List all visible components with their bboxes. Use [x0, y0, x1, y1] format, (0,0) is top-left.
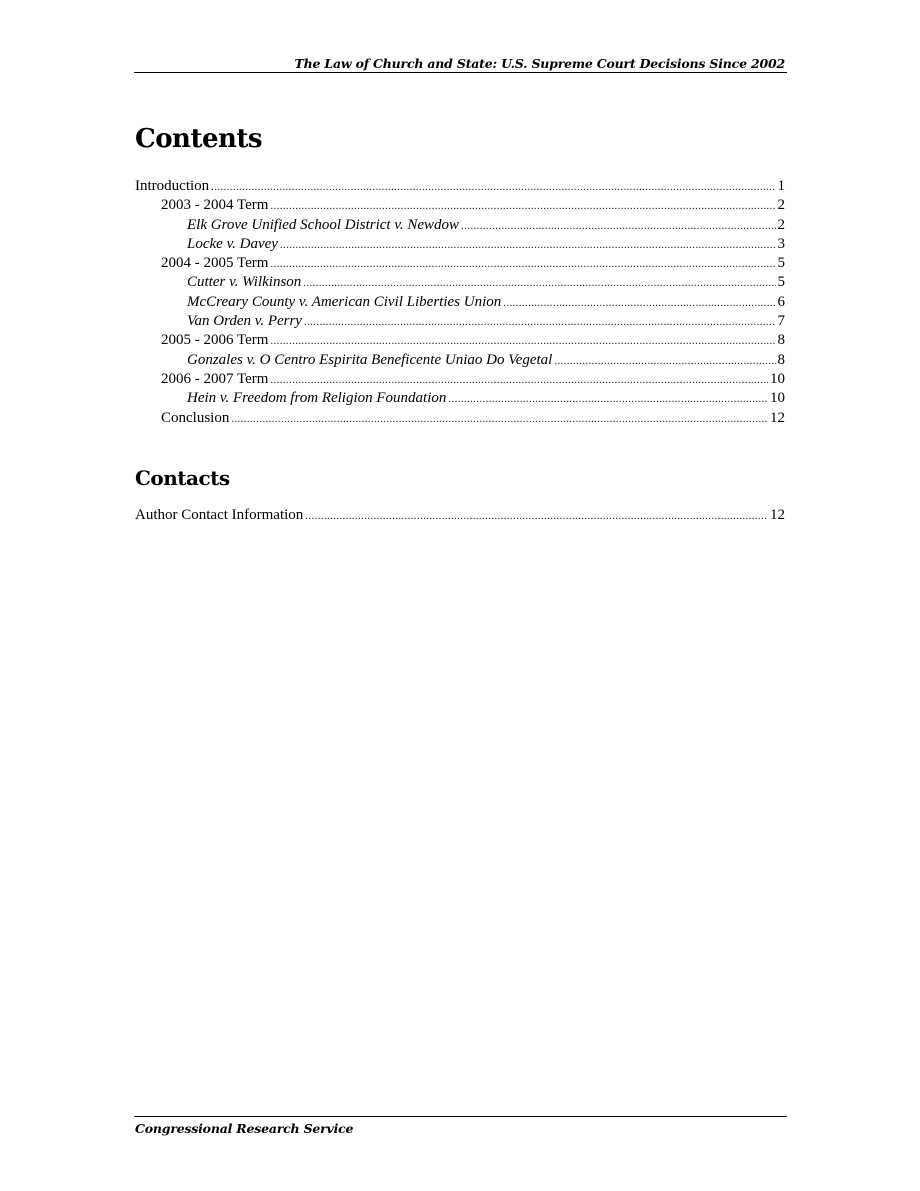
dot-leader: [305, 507, 768, 526]
toc-entry-2006-2007-term[interactable]: [135, 370, 785, 389]
toc-entry-cutter[interactable]: [135, 273, 785, 292]
toc-entry-locke[interactable]: [135, 235, 785, 254]
toc-page-number: 3: [777, 235, 785, 252]
toc-page-number: 2: [777, 197, 785, 214]
dot-leader: [270, 371, 768, 390]
toc-entry-label: Locke v. Davey: [187, 235, 278, 252]
dot-leader: [270, 255, 775, 274]
toc-entry-gonzales[interactable]: [135, 351, 785, 370]
page-header: [134, 56, 787, 73]
toc-entry-label: Elk Grove Unified School District v. Newdow: [187, 216, 460, 233]
dot-leader: [270, 332, 775, 351]
toc-entry-label: Author Contact Information: [135, 507, 304, 523]
dot-leader: [304, 313, 776, 332]
toc-page-number: 5: [777, 274, 785, 291]
dot-leader: [280, 236, 776, 255]
toc-entry-label: Gonzales v. O Centro Espirita Beneficente Uniao Do Vegetal: [187, 351, 553, 368]
toc-entry-2003-2004-term[interactable]: [135, 196, 785, 215]
toc-page-number: 2: [777, 216, 785, 233]
toc-entry-mccreary[interactable]: [135, 293, 785, 312]
toc-entry-introduction[interactable]: [135, 177, 785, 196]
toc-entry-2004-2005-term[interactable]: [135, 254, 785, 273]
dot-leader: [448, 390, 768, 409]
toc-page-number: 8: [777, 332, 785, 349]
toc-entry-elk-grove[interactable]: [135, 216, 785, 235]
contacts-list: [135, 506, 785, 525]
toc-page-number: 7: [777, 313, 785, 330]
dot-leader: [211, 178, 775, 197]
toc-entry-label: Hein v. Freedom from Religion Foundation: [187, 390, 447, 407]
table-of-contents: [135, 177, 785, 428]
page-footer: [134, 1116, 787, 1136]
toc-entry-label: Cutter v. Wilkinson: [187, 274, 302, 291]
dot-leader: [303, 274, 775, 293]
publisher-name: Congressional Research Service: [135, 1121, 354, 1136]
toc-entry-label: Introduction: [135, 178, 210, 194]
toc-page-number: 6: [777, 293, 785, 310]
toc-entry-label: McCreary County v. American Civil Liberties Union: [187, 293, 502, 310]
toc-entry-label: 2004 - 2005 Term: [161, 255, 269, 272]
dot-leader: [231, 410, 768, 429]
toc-entry-van-orden[interactable]: [135, 312, 785, 331]
toc-page-number: 10: [770, 390, 785, 407]
dot-leader: [503, 294, 775, 313]
toc-page-number: 1: [777, 178, 785, 194]
toc-entry-hein[interactable]: [135, 389, 785, 408]
dot-leader: [461, 217, 775, 236]
toc-entry-label: Conclusion: [161, 409, 230, 426]
toc-entry-conclusion[interactable]: [135, 409, 785, 428]
toc-page-number: 8: [777, 351, 785, 368]
dot-leader: [554, 352, 775, 371]
toc-entry-label: 2003 - 2004 Term: [161, 197, 269, 214]
toc-page-number: 12: [770, 409, 785, 426]
toc-page-number: 12: [770, 507, 785, 523]
toc-page-number: 10: [770, 370, 785, 387]
toc-entry-label: 2006 - 2007 Term: [161, 370, 269, 387]
toc-entry-author-contact[interactable]: [135, 506, 785, 525]
toc-entry-2005-2006-term[interactable]: [135, 331, 785, 350]
contents-heading: Contents: [135, 124, 263, 154]
dot-leader: [270, 197, 775, 216]
toc-page-number: 5: [777, 255, 785, 272]
toc-entry-label: 2005 - 2006 Term: [161, 332, 269, 349]
contacts-heading: Contacts: [135, 466, 230, 490]
running-title: The Law of Church and State: U.S. Supreme Court Decisions Since 2002: [294, 56, 785, 71]
toc-entry-label: Van Orden v. Perry: [187, 313, 302, 330]
